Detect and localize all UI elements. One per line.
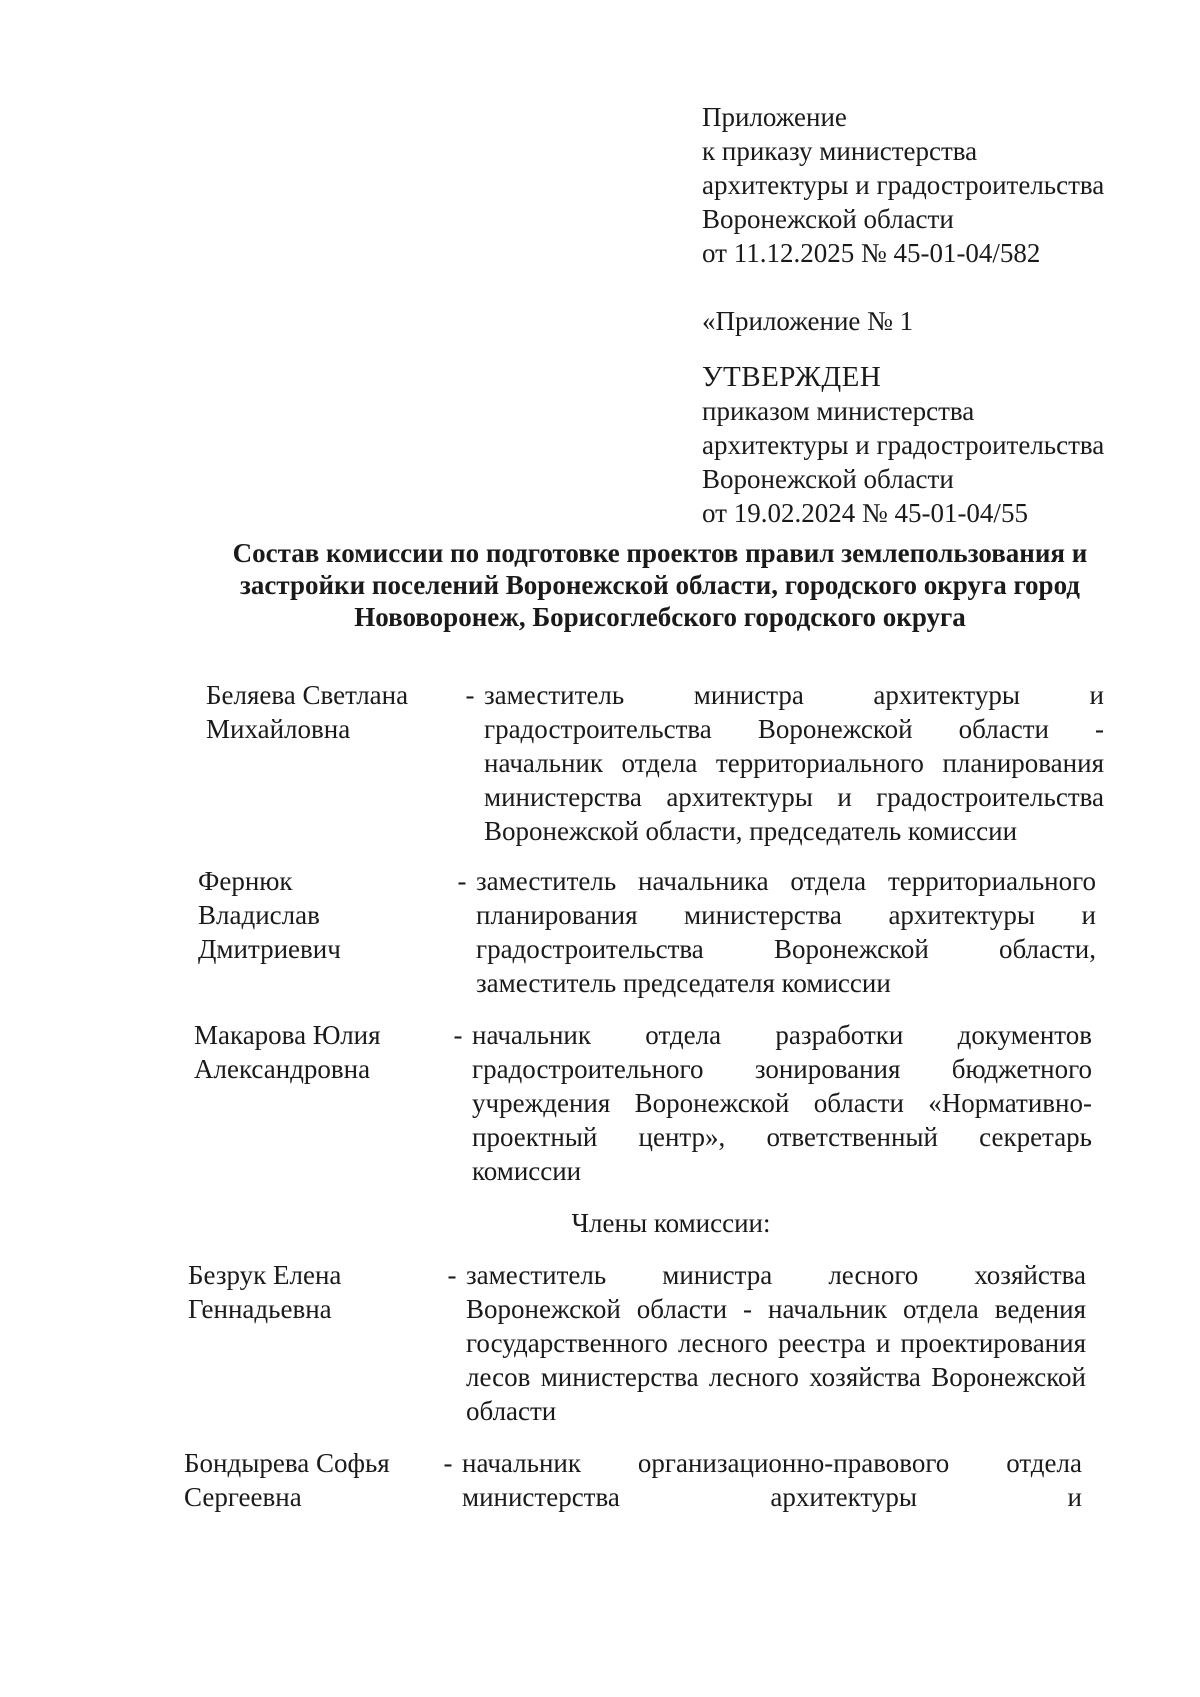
member-role: заместитель начальника отдела территориального планирования министерства архитектуры и градостроительства Воронежской области, заместитель председателя комиссии <box>476 866 1096 998</box>
separator-dash: - <box>453 1020 463 1050</box>
member-role: заместитель министра лесного хозяйства Воронежской области - начальник отдела ведения государственного лесного реестра и проектирования лесов министерства лесного хозяйства Воронежской области <box>466 1260 1086 1426</box>
member-name: Беляева Светлана Михайловна <box>206 680 409 744</box>
member-role: заместитель министра архитектуры и градостроительства Воронежской области - начальник отдела территориального планирования министерства архитектуры и градостроительства Воронежской области, председатель комиссии <box>484 680 1104 846</box>
member-name: Макарова Юлия Александровна <box>194 1020 381 1084</box>
commission-list <box>186 678 1116 1514</box>
approved-stamp-heading: УТВЕРЖДЕН <box>702 361 882 393</box>
separator-dash: - <box>457 866 467 896</box>
member-role: начальник отдела разработки документов градостроительного зонирования бюджетного учреждения Воронежской области «Нормативно-проектный центр», ответственный секретарь комиссии <box>472 1020 1092 1186</box>
commission-entry <box>184 1446 1116 1514</box>
appendix-line: архитектуры и градостроительства <box>702 170 1105 200</box>
title-line: Нововоронеж, Борисоглебского городского округа <box>354 602 966 632</box>
title-line: Состав комиссии по подготовке проектов правил землепользования и <box>232 538 1088 568</box>
document-title <box>180 537 1140 633</box>
appendix-line: Воронежской области <box>702 204 954 234</box>
separator-dash: - <box>447 1260 457 1290</box>
commission-entry <box>194 1018 1116 1188</box>
separator-dash: - <box>465 680 475 710</box>
commission-entry <box>206 678 1116 848</box>
appendix-line: к приказу министерства <box>702 136 978 166</box>
approved-line: архитектуры и градостроительства <box>702 430 1105 460</box>
approved-line: приказом министерства <box>702 396 975 426</box>
approved-line: Воронежской области <box>702 464 954 494</box>
appendix-header <box>702 100 1172 530</box>
commission-entry <box>188 1258 1116 1428</box>
appendix-number: «Приложение № 1 <box>702 306 914 336</box>
member-name: Безрук Елена Геннадьевна <box>188 1260 342 1324</box>
member-name: Фернюк Владислав Дмитриевич <box>198 866 341 964</box>
appendix-line: Приложение <box>702 102 847 132</box>
member-name: Бондырева Софья Сергеевна <box>184 1448 390 1512</box>
separator-dash: - <box>443 1448 453 1478</box>
appendix-order-ref: от 11.12.2025 № 45-01-04/582 <box>702 238 1041 268</box>
title-line: застройки поселений Воронежской области, городского округа город <box>240 570 1080 600</box>
members-heading: Члены комиссии: <box>571 1208 771 1238</box>
member-role: начальник организационно-правового отдела министерства архитектуры и <box>462 1448 1082 1512</box>
approved-order-ref: от 19.02.2024 № 45-01-04/55 <box>702 498 1028 528</box>
commission-entry <box>198 864 1116 1000</box>
